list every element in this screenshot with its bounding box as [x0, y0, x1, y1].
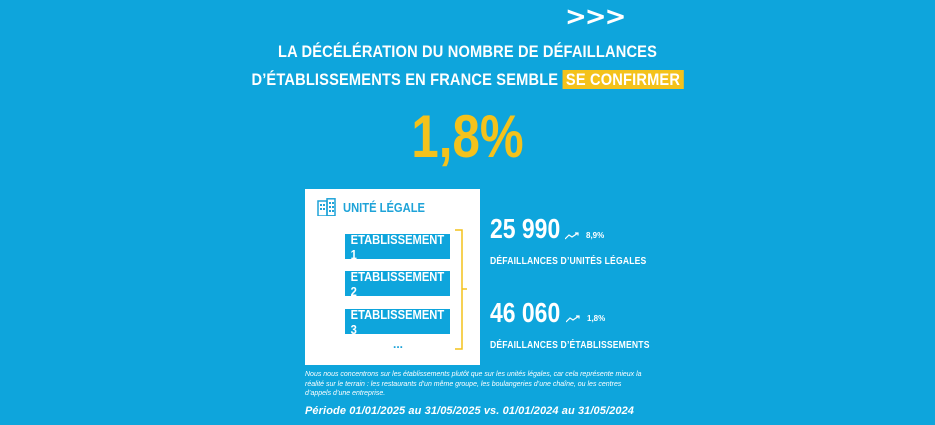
- stat-legal-units-change: 8,9%: [586, 231, 605, 240]
- stat-legal-units-label: DÉFAILLANCES D’UNITÉS LÉGALES: [490, 256, 647, 267]
- stat-legal-units-trend: [565, 231, 604, 240]
- title-line-2: [65, 66, 869, 94]
- stat-establishments-value: 46 060: [490, 297, 561, 328]
- title-highlight: SE CONFIRMER: [562, 70, 683, 89]
- bracket-connector: [455, 229, 467, 350]
- stat-establishments-label: DÉFAILLANCES D’ÉTABLISSEMENTS: [490, 340, 650, 351]
- stat-establishments-trend: [566, 314, 605, 323]
- card-title: UNITÉ LÉGALE: [343, 199, 425, 215]
- headline-percentage: 1,8%: [411, 103, 524, 170]
- footnote: Nous nous concentrons sur les établissements plutôt que sur les unités légales, car cela représente mieux la réalité sur le terrain : les restaurants d’un même groupe, les boulangeries d’une chaîne, ou les centres d’appels d’une entreprise.: [305, 371, 642, 397]
- period-text: Période 01/01/2025 au 31/05/2025 vs. 01/01/2024 au 31/05/2024: [305, 405, 635, 417]
- establishment-3-label: ETABLISSEMENT 3: [350, 306, 445, 337]
- page-title: [65, 38, 869, 94]
- establishment-1: [345, 231, 450, 262]
- establishment-1-label: ETABLISSEMENT 1: [350, 231, 445, 262]
- title-line-1: LA DÉCÉLÉRATION DU NOMBRE DE DÉFAILLANCES: [277, 42, 658, 61]
- trend-up-icon: [565, 232, 583, 240]
- chevrons-icon: >>>: [565, 2, 625, 32]
- card-header: [317, 198, 438, 216]
- establishment-2-label: ETABLISSEMENT 2: [350, 268, 445, 299]
- establishment-2: [345, 268, 450, 299]
- title-line-2-text: D’ÉTABLISSEMENTS EN FRANCE SEMBLE: [251, 70, 559, 89]
- building-icon: [317, 198, 337, 216]
- trend-up-icon: [566, 315, 584, 323]
- legal-unit-card: [305, 189, 480, 365]
- more-ellipsis: ...: [393, 337, 404, 351]
- stat-legal-units-value: 25 990: [490, 213, 561, 244]
- stat-establishments-change: 1,8%: [587, 314, 606, 323]
- establishment-3: [345, 306, 450, 337]
